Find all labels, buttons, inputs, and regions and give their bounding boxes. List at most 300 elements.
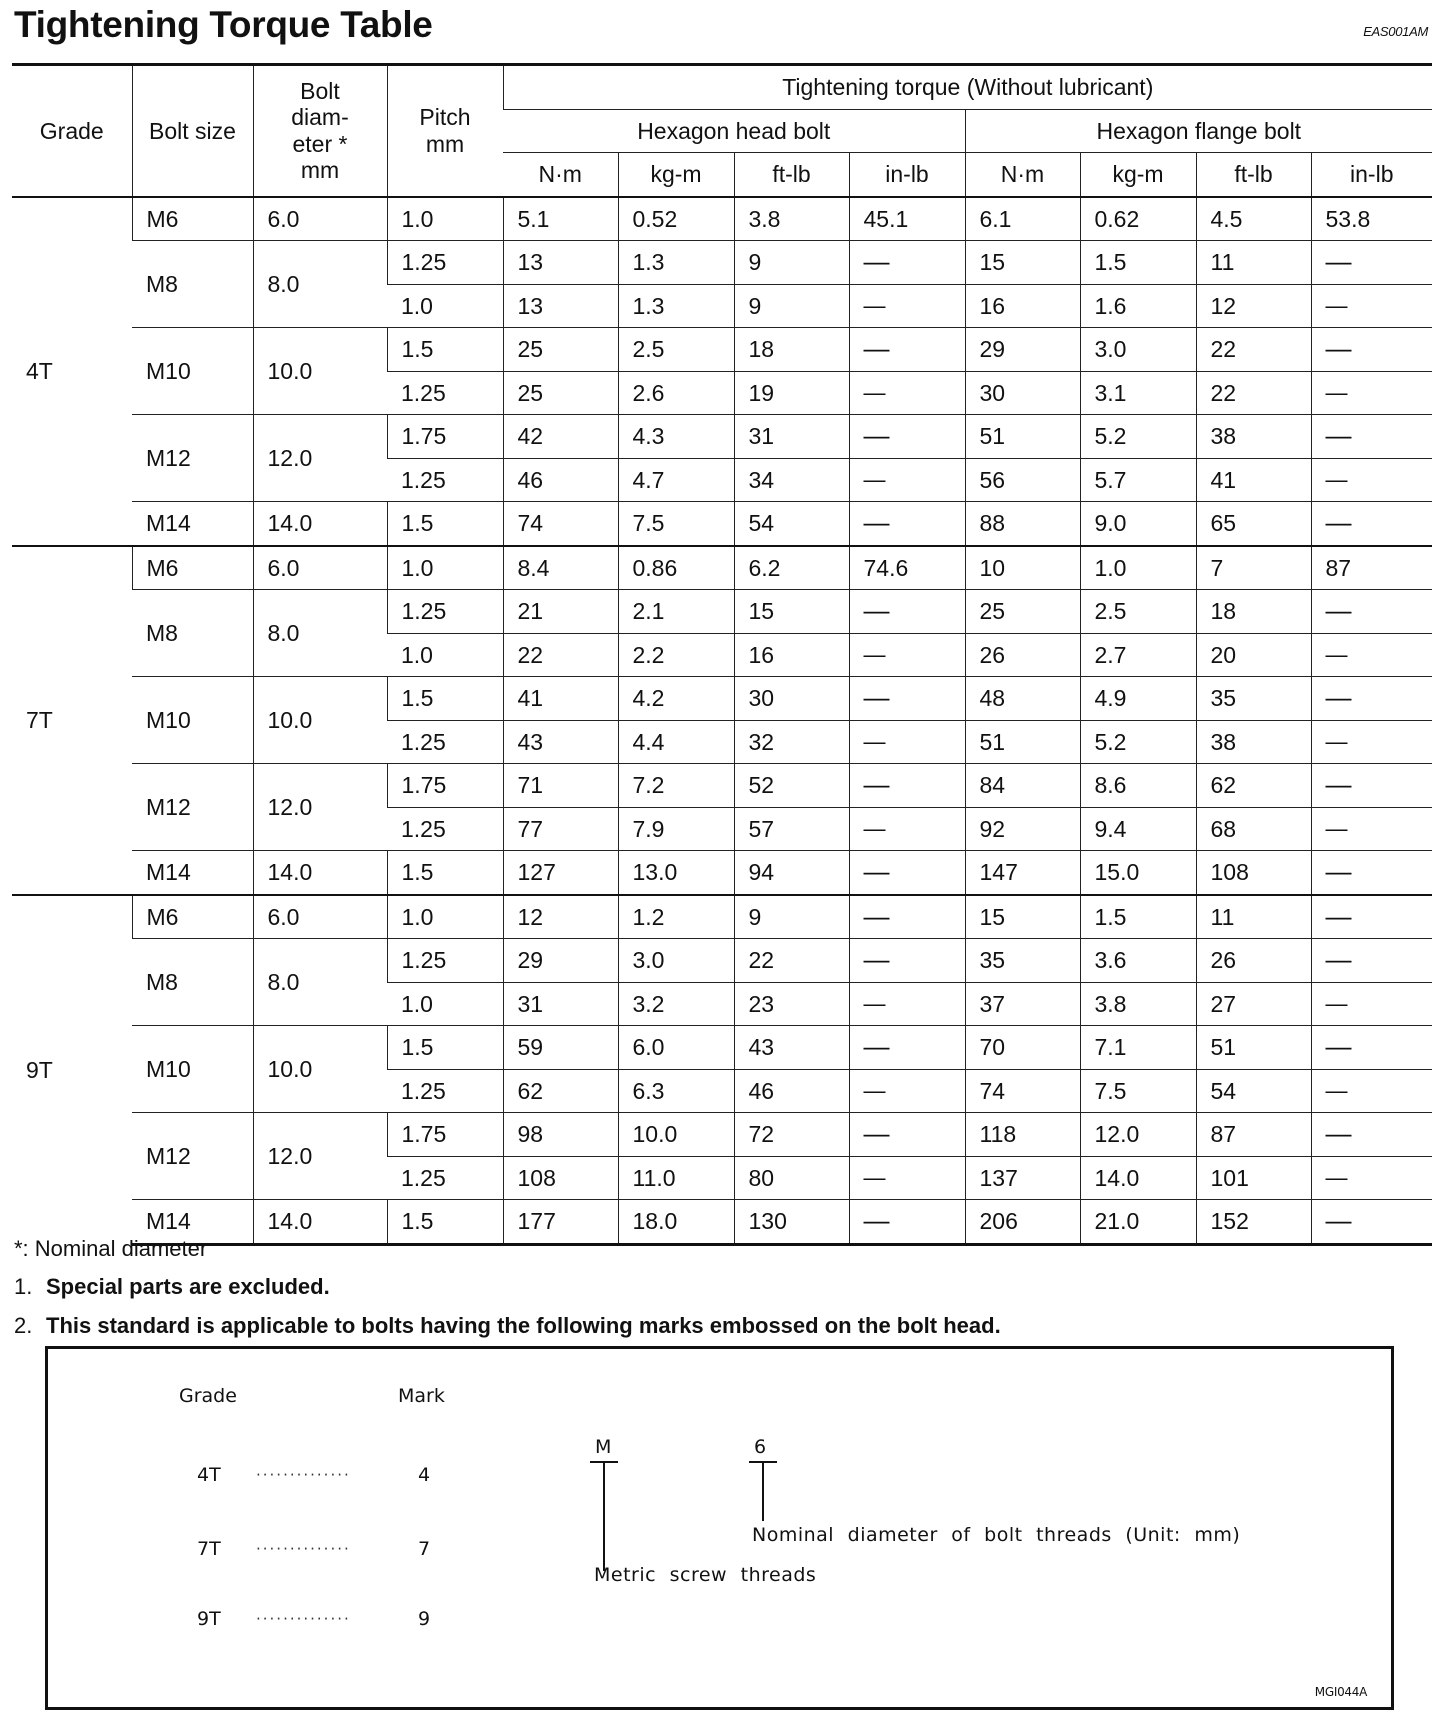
torque-value-cell: 177	[503, 1200, 618, 1245]
6-leader-line	[762, 1461, 764, 1521]
torque-value-cell: —	[849, 1026, 965, 1070]
table-row	[12, 546, 1432, 590]
bolt-diameter-cell: 8.0	[253, 241, 387, 328]
grade-cell: 9T	[12, 895, 132, 1245]
torque-value-cell: 9.4	[1080, 807, 1196, 851]
figure-grade-9t: 9T	[197, 1608, 221, 1630]
header-unit: ft-lb	[1196, 153, 1311, 197]
torque-value-cell: —	[849, 807, 965, 851]
torque-value-cell: 206	[965, 1200, 1080, 1245]
torque-value-cell: 1.2	[618, 895, 734, 939]
torque-value-cell: 9.0	[1080, 502, 1196, 546]
header-bolt-diameter: Bolt diam-eter * mm	[253, 65, 387, 197]
torque-value-cell: 9	[734, 241, 849, 285]
torque-value-cell: 51	[965, 720, 1080, 764]
torque-value-cell: 31	[503, 982, 618, 1026]
torque-value-cell: —	[849, 982, 965, 1026]
torque-value-cell: 10	[965, 546, 1080, 590]
torque-value-cell: 5.2	[1080, 415, 1196, 459]
note-1	[14, 1274, 330, 1300]
torque-value-cell: 137	[965, 1156, 1080, 1200]
figure-grade-4t: 4T	[197, 1464, 221, 1486]
table-row	[12, 939, 1432, 983]
torque-value-cell: 9	[734, 895, 849, 939]
torque-value-cell: 25	[503, 328, 618, 372]
torque-value-cell: 7.2	[618, 764, 734, 808]
torque-value-cell: 15	[734, 590, 849, 634]
figure-code: MGI044A	[1314, 1685, 1367, 1699]
pitch-cell: 1.25	[387, 458, 503, 502]
bolt-diameter-cell: 8.0	[253, 939, 387, 1026]
torque-value-cell: 19	[734, 371, 849, 415]
header-unit: in-lb	[1311, 153, 1432, 197]
torque-value-cell: —	[849, 895, 965, 939]
torque-value-cell: 77	[503, 807, 618, 851]
table-row	[12, 1026, 1432, 1070]
pitch-cell: 1.5	[387, 502, 503, 546]
torque-value-cell: 12	[503, 895, 618, 939]
torque-value-cell: —	[849, 1069, 965, 1113]
torque-value-cell: 22	[1196, 371, 1311, 415]
torque-value-cell: —	[849, 284, 965, 328]
bolt-size-cell: M10	[132, 328, 253, 415]
torque-value-cell: 74	[965, 1069, 1080, 1113]
torque-value-cell: 9	[734, 284, 849, 328]
bolt-diameter-cell: 10.0	[253, 677, 387, 764]
figure-mark-7: 7	[418, 1538, 431, 1560]
torque-value-cell: 6.3	[618, 1069, 734, 1113]
torque-value-cell: 13	[503, 241, 618, 285]
torque-value-cell: 16	[734, 633, 849, 677]
torque-value-cell: 62	[503, 1069, 618, 1113]
torque-value-cell: —	[1311, 1156, 1432, 1200]
torque-value-cell: 8.6	[1080, 764, 1196, 808]
pitch-cell: 1.25	[387, 1069, 503, 1113]
torque-value-cell: 92	[965, 807, 1080, 851]
torque-value-cell: 26	[1196, 939, 1311, 983]
torque-value-cell: 65	[1196, 502, 1311, 546]
document-code: EAS001AM	[1363, 24, 1428, 39]
torque-value-cell: 18	[1196, 590, 1311, 634]
pitch-cell: 1.0	[387, 546, 503, 590]
torque-value-cell: 43	[734, 1026, 849, 1070]
torque-value-cell: 3.1	[1080, 371, 1196, 415]
torque-value-cell: 31	[734, 415, 849, 459]
table-row	[12, 241, 1432, 285]
torque-value-cell: 4.2	[618, 677, 734, 721]
torque-value-cell: 30	[734, 677, 849, 721]
bolt-size-cell: M10	[132, 677, 253, 764]
bolt-diameter-cell: 14.0	[253, 851, 387, 895]
torque-value-cell: 3.0	[618, 939, 734, 983]
torque-value-cell: 0.86	[618, 546, 734, 590]
torque-value-cell: 35	[1196, 677, 1311, 721]
table-header	[12, 65, 1432, 197]
torque-value-cell: —	[1311, 241, 1432, 285]
header-hexagon-head-bolt: Hexagon head bolt	[503, 109, 965, 153]
pitch-cell: 1.0	[387, 982, 503, 1026]
figure-mark-4: 4	[418, 1464, 431, 1486]
torque-value-cell: 18	[734, 328, 849, 372]
torque-value-cell: 70	[965, 1026, 1080, 1070]
bolt-size-cell: M8	[132, 939, 253, 1026]
pitch-cell: 1.25	[387, 720, 503, 764]
torque-value-cell: —	[1311, 590, 1432, 634]
bolt-diameter-cell: 14.0	[253, 502, 387, 546]
nominal-diameter-label: Nominal diameter of bolt threads (Unit: mm)	[752, 1524, 1241, 1546]
torque-value-cell: 15	[965, 895, 1080, 939]
pitch-cell: 1.25	[387, 590, 503, 634]
torque-value-cell: 29	[503, 939, 618, 983]
torque-value-cell: 41	[1196, 458, 1311, 502]
torque-value-cell: 152	[1196, 1200, 1311, 1245]
header-unit: in-lb	[849, 153, 965, 197]
torque-value-cell: —	[849, 328, 965, 372]
grade-cell: 4T	[12, 197, 132, 546]
torque-value-cell: —	[1311, 502, 1432, 546]
torque-value-cell: 22	[734, 939, 849, 983]
torque-value-cell: 4.3	[618, 415, 734, 459]
torque-value-cell: 13.0	[618, 851, 734, 895]
grade-cell: 7T	[12, 546, 132, 895]
torque-value-cell: 2.2	[618, 633, 734, 677]
torque-value-cell: 15.0	[1080, 851, 1196, 895]
torque-value-cell: 2.1	[618, 590, 734, 634]
torque-value-cell: 20	[1196, 633, 1311, 677]
pitch-cell: 1.5	[387, 1200, 503, 1245]
torque-value-cell: 98	[503, 1113, 618, 1157]
header-hexagon-flange-bolt: Hexagon flange bolt	[965, 109, 1432, 153]
header-bolt-size: Bolt size	[132, 65, 253, 197]
torque-value-cell: 42	[503, 415, 618, 459]
bolt-diameter-cell: 8.0	[253, 590, 387, 677]
pitch-cell: 1.75	[387, 1113, 503, 1157]
torque-value-cell: —	[1311, 415, 1432, 459]
torque-value-cell: 22	[503, 633, 618, 677]
torque-value-cell: 26	[965, 633, 1080, 677]
torque-value-cell: 3.8	[1080, 982, 1196, 1026]
torque-value-cell: 13	[503, 284, 618, 328]
m-leader-line	[603, 1461, 605, 1571]
header-unit: kg-m	[1080, 153, 1196, 197]
torque-value-cell: 25	[965, 590, 1080, 634]
torque-value-cell: 5.1	[503, 197, 618, 241]
note-text: Special parts are excluded.	[46, 1274, 330, 1299]
bolt-size-cell: M6	[132, 895, 253, 939]
torque-value-cell: 59	[503, 1026, 618, 1070]
bolt-size-cell: M12	[132, 764, 253, 851]
torque-value-cell: —	[1311, 328, 1432, 372]
torque-value-cell: 1.5	[1080, 241, 1196, 285]
table-row	[12, 590, 1432, 634]
note-2	[14, 1313, 1001, 1339]
torque-value-cell: —	[1311, 939, 1432, 983]
torque-value-cell: 84	[965, 764, 1080, 808]
pitch-cell: 1.5	[387, 851, 503, 895]
torque-value-cell: —	[1311, 807, 1432, 851]
torque-value-cell: 5.7	[1080, 458, 1196, 502]
bolt-size-cell: M12	[132, 1113, 253, 1200]
torque-value-cell: 48	[965, 677, 1080, 721]
torque-value-cell: 7.5	[618, 502, 734, 546]
torque-value-cell: 3.6	[1080, 939, 1196, 983]
header-pitch: Pitch mm	[387, 65, 503, 197]
pitch-cell: 1.0	[387, 633, 503, 677]
torque-value-cell: 1.6	[1080, 284, 1196, 328]
torque-value-cell: —	[849, 851, 965, 895]
pitch-cell: 1.25	[387, 807, 503, 851]
torque-value-cell: —	[849, 1113, 965, 1157]
torque-value-cell: 54	[734, 502, 849, 546]
torque-value-cell: 11	[1196, 241, 1311, 285]
torque-value-cell: 1.3	[618, 241, 734, 285]
torque-value-cell: 22	[1196, 328, 1311, 372]
torque-value-cell: —	[1311, 895, 1432, 939]
torque-value-cell: 34	[734, 458, 849, 502]
torque-value-cell: 0.52	[618, 197, 734, 241]
torque-value-cell: —	[1311, 1026, 1432, 1070]
torque-value-cell: 53.8	[1311, 197, 1432, 241]
torque-value-cell: —	[1311, 982, 1432, 1026]
torque-value-cell: 80	[734, 1156, 849, 1200]
torque-value-cell: 46	[734, 1069, 849, 1113]
torque-value-cell: 12.0	[1080, 1113, 1196, 1157]
pitch-cell: 1.5	[387, 677, 503, 721]
torque-value-cell: 6.2	[734, 546, 849, 590]
torque-value-cell: 11	[1196, 895, 1311, 939]
torque-value-cell: —	[849, 590, 965, 634]
torque-value-cell: 130	[734, 1200, 849, 1245]
torque-value-cell: —	[849, 415, 965, 459]
torque-value-cell: 2.5	[618, 328, 734, 372]
torque-value-cell: 147	[965, 851, 1080, 895]
torque-value-cell: 18.0	[618, 1200, 734, 1245]
bolt-diameter-cell: 10.0	[253, 328, 387, 415]
leader-dots: ··············	[256, 1610, 351, 1628]
header-unit: N·m	[965, 153, 1080, 197]
torque-value-cell: 6.0	[618, 1026, 734, 1070]
torque-value-cell: 118	[965, 1113, 1080, 1157]
header-unit: kg-m	[618, 153, 734, 197]
torque-value-cell: 2.5	[1080, 590, 1196, 634]
torque-value-cell: —	[1311, 1069, 1432, 1113]
torque-value-cell: 43	[503, 720, 618, 764]
table-row	[12, 197, 1432, 241]
metric-letter-m: M	[595, 1436, 612, 1458]
torque-value-cell: 25	[503, 371, 618, 415]
table-row	[12, 895, 1432, 939]
torque-value-cell: 62	[1196, 764, 1311, 808]
torque-value-cell: 1.5	[1080, 895, 1196, 939]
leader-dots: ··············	[256, 1466, 351, 1484]
bolt-size-cell: M6	[132, 546, 253, 590]
table-row	[12, 1200, 1432, 1245]
pitch-cell: 1.5	[387, 328, 503, 372]
bolt-size-cell: M14	[132, 851, 253, 895]
torque-value-cell: 7.1	[1080, 1026, 1196, 1070]
table-body	[12, 197, 1432, 1245]
torque-value-cell: 38	[1196, 415, 1311, 459]
page-title: Tightening Torque Table	[14, 4, 433, 45]
bolt-marks-figure	[45, 1346, 1394, 1710]
torque-value-cell: —	[1311, 764, 1432, 808]
table-row	[12, 851, 1432, 895]
bolt-size-cell: M8	[132, 241, 253, 328]
note-number: 1.	[14, 1274, 33, 1299]
table-row	[12, 328, 1432, 372]
torque-value-cell: 4.4	[618, 720, 734, 764]
torque-value-cell: 2.6	[618, 371, 734, 415]
torque-value-cell: 45.1	[849, 197, 965, 241]
header-unit: N·m	[503, 153, 618, 197]
torque-value-cell: 54	[1196, 1069, 1311, 1113]
torque-value-cell: 3.0	[1080, 328, 1196, 372]
torque-value-cell: 4.7	[618, 458, 734, 502]
torque-value-cell: 46	[503, 458, 618, 502]
torque-value-cell: 74	[503, 502, 618, 546]
figure-grade-header: Grade	[179, 1385, 237, 1407]
torque-value-cell: 3.8	[734, 197, 849, 241]
torque-value-cell: 1.0	[1080, 546, 1196, 590]
torque-table	[12, 63, 1432, 1246]
table-row	[12, 415, 1432, 459]
torque-value-cell: 5.2	[1080, 720, 1196, 764]
torque-value-cell: 10.0	[618, 1113, 734, 1157]
torque-value-cell: 30	[965, 371, 1080, 415]
torque-value-cell: 108	[503, 1156, 618, 1200]
torque-value-cell: 108	[1196, 851, 1311, 895]
torque-value-cell: 52	[734, 764, 849, 808]
bolt-diameter-cell: 6.0	[253, 197, 387, 241]
bolt-diameter-cell: 14.0	[253, 1200, 387, 1245]
pitch-cell: 1.75	[387, 764, 503, 808]
torque-value-cell: 41	[503, 677, 618, 721]
torque-value-cell: 72	[734, 1113, 849, 1157]
torque-value-cell: 51	[1196, 1026, 1311, 1070]
torque-value-cell: 2.7	[1080, 633, 1196, 677]
header-tightening-torque: Tightening torque (Without lubricant)	[503, 65, 1432, 110]
torque-value-cell: —	[849, 1156, 965, 1200]
torque-value-cell: 1.3	[618, 284, 734, 328]
torque-value-cell: —	[849, 241, 965, 285]
torque-value-cell: 12	[1196, 284, 1311, 328]
torque-value-cell: 87	[1196, 1113, 1311, 1157]
figure-mark-header: Mark	[398, 1385, 445, 1407]
leader-dots: ··············	[256, 1540, 351, 1558]
torque-value-cell: 7	[1196, 546, 1311, 590]
bolt-size-cell: M10	[132, 1026, 253, 1113]
header-grade: Grade	[12, 65, 132, 197]
bolt-size-cell: M8	[132, 590, 253, 677]
pitch-cell: 1.25	[387, 1156, 503, 1200]
torque-value-cell: 7.5	[1080, 1069, 1196, 1113]
bolt-diameter-cell: 6.0	[253, 895, 387, 939]
torque-value-cell: —	[1311, 458, 1432, 502]
torque-value-cell: 14.0	[1080, 1156, 1196, 1200]
pitch-cell: 1.5	[387, 1026, 503, 1070]
torque-value-cell: 51	[965, 415, 1080, 459]
bolt-size-cell: M14	[132, 502, 253, 546]
bolt-diameter-cell: 10.0	[253, 1026, 387, 1113]
torque-value-cell: —	[1311, 1113, 1432, 1157]
torque-value-cell: 87	[1311, 546, 1432, 590]
torque-value-cell: 68	[1196, 807, 1311, 851]
torque-value-cell: 74.6	[849, 546, 965, 590]
torque-value-cell: 21.0	[1080, 1200, 1196, 1245]
pitch-cell: 1.25	[387, 371, 503, 415]
torque-value-cell: 35	[965, 939, 1080, 983]
torque-value-cell: 21	[503, 590, 618, 634]
torque-value-cell: —	[849, 677, 965, 721]
metric-threads-label: Metric screw threads	[594, 1564, 817, 1586]
torque-value-cell: —	[849, 633, 965, 677]
torque-value-cell: 88	[965, 502, 1080, 546]
torque-value-cell: —	[849, 502, 965, 546]
torque-value-cell: 37	[965, 982, 1080, 1026]
torque-value-cell: 101	[1196, 1156, 1311, 1200]
torque-value-cell: 56	[965, 458, 1080, 502]
bolt-diameter-cell: 12.0	[253, 415, 387, 502]
torque-value-cell: 15	[965, 241, 1080, 285]
torque-value-cell: —	[1311, 371, 1432, 415]
header-unit: ft-lb	[734, 153, 849, 197]
bolt-diameter-cell: 12.0	[253, 764, 387, 851]
table-row	[12, 502, 1432, 546]
bolt-size-cell: M6	[132, 197, 253, 241]
pitch-cell: 1.25	[387, 939, 503, 983]
torque-value-cell: —	[1311, 633, 1432, 677]
torque-value-cell: —	[849, 764, 965, 808]
pitch-cell: 1.0	[387, 284, 503, 328]
torque-value-cell: —	[849, 939, 965, 983]
note-text: This standard is applicable to bolts having the following marks embossed on the bolt head.	[46, 1313, 1001, 1338]
torque-value-cell: 29	[965, 328, 1080, 372]
torque-value-cell: 27	[1196, 982, 1311, 1026]
footnote: *: Nominal diameter	[14, 1236, 208, 1261]
bolt-size-cell: M14	[132, 1200, 253, 1245]
figure-grade-7t: 7T	[197, 1538, 221, 1560]
torque-value-cell: —	[1311, 677, 1432, 721]
table-row	[12, 764, 1432, 808]
bolt-size-cell: M12	[132, 415, 253, 502]
torque-value-cell: 11.0	[618, 1156, 734, 1200]
torque-value-cell: —	[1311, 284, 1432, 328]
torque-value-cell: 94	[734, 851, 849, 895]
torque-value-cell: 57	[734, 807, 849, 851]
note-number: 2.	[14, 1313, 33, 1338]
torque-value-cell: 127	[503, 851, 618, 895]
torque-value-cell: —	[1311, 720, 1432, 764]
pitch-cell: 1.75	[387, 415, 503, 459]
torque-value-cell: 32	[734, 720, 849, 764]
torque-value-cell: —	[849, 458, 965, 502]
torque-value-cell: 4.5	[1196, 197, 1311, 241]
torque-value-cell: —	[849, 1200, 965, 1245]
torque-value-cell: —	[1311, 1200, 1432, 1245]
table-row	[12, 1113, 1432, 1157]
torque-value-cell: 7.9	[618, 807, 734, 851]
figure-mark-9: 9	[418, 1608, 431, 1630]
torque-value-cell: 3.2	[618, 982, 734, 1026]
pitch-cell: 1.0	[387, 895, 503, 939]
pitch-cell: 1.0	[387, 197, 503, 241]
diameter-digit-6: 6	[754, 1436, 767, 1458]
torque-value-cell: 71	[503, 764, 618, 808]
torque-value-cell: 38	[1196, 720, 1311, 764]
bolt-diameter-cell: 6.0	[253, 546, 387, 590]
torque-value-cell: 16	[965, 284, 1080, 328]
torque-value-cell: —	[849, 371, 965, 415]
